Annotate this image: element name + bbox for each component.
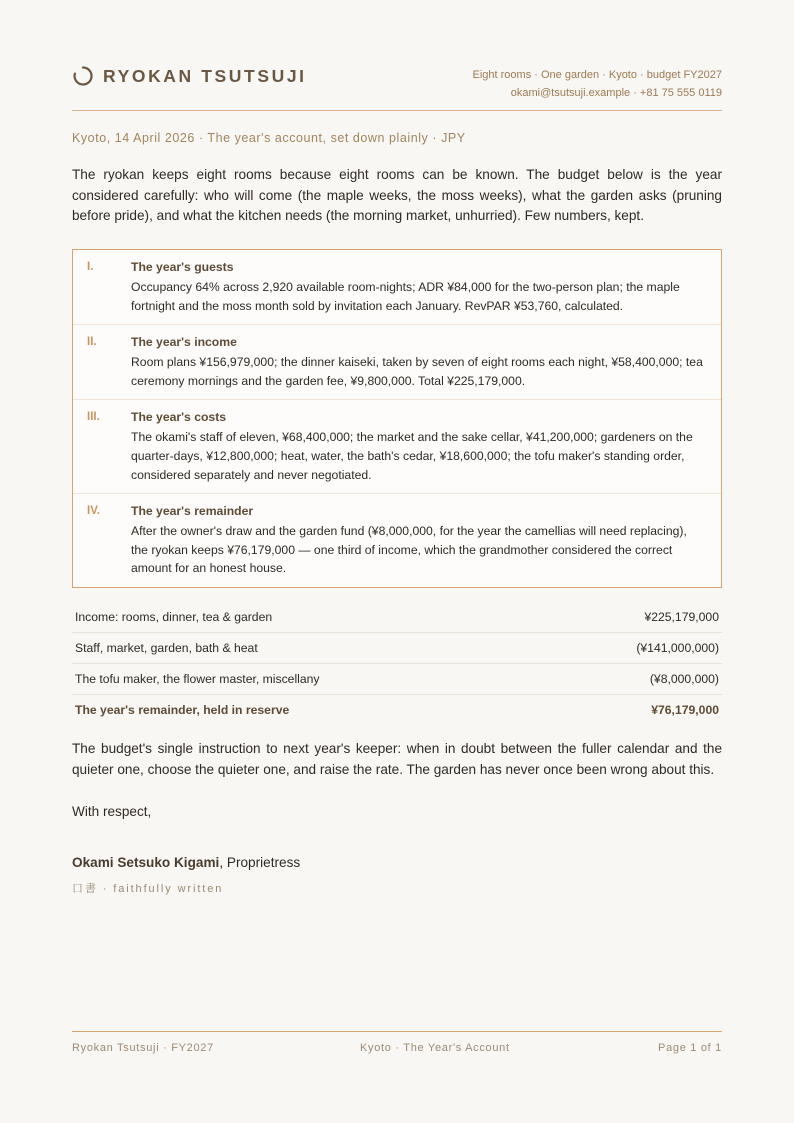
section-costs bbox=[73, 399, 721, 493]
letterhead-contact: okami@tsutsuji.example · +81 75 555 0119 bbox=[510, 87, 722, 99]
section-remainder bbox=[73, 493, 721, 587]
ledger-amount: (¥141,000,000) bbox=[552, 633, 722, 664]
brand bbox=[72, 65, 307, 87]
section-body: After the owner's draw and the garden fund (¥8,000,000, for the year the camellias will need replacing), the ryokan keeps ¥76,179,000 — one third of income, which the grandmother considered the correct amount for an honest house. bbox=[131, 524, 687, 576]
letterhead bbox=[72, 62, 722, 98]
signatory-name: Okami Setsuko Kigami bbox=[72, 855, 220, 870]
document-page bbox=[72, 0, 722, 1123]
brand-name: RYOKAN TSUTSUJI bbox=[103, 65, 307, 86]
budget-sections bbox=[72, 249, 722, 588]
seal-note: 口書 · faithfully written bbox=[72, 883, 224, 895]
section-body: Occupancy 64% across 2,920 available room-nights; ADR ¥84,000 for the two-person plan; the maple fortnight and the moss month sold by invitation each January. RevPAR ¥53,760, calculated. bbox=[131, 280, 680, 313]
page-number: Page 1 of 1 bbox=[658, 1042, 722, 1054]
section-number: IV. bbox=[87, 505, 101, 518]
footer-divider bbox=[72, 1031, 722, 1032]
section-title: The year's remainder bbox=[131, 504, 254, 519]
section-number: I. bbox=[87, 261, 94, 273]
dateline: Kyoto, 14 April 2026 · The year's account, set down plainly · JPY bbox=[72, 131, 466, 145]
section-title: The year's costs bbox=[131, 410, 227, 425]
signatory-role: , Proprietress bbox=[219, 855, 301, 870]
section-title: The year's guests bbox=[131, 260, 234, 274]
ledger-amount: ¥225,179,000 bbox=[552, 602, 722, 633]
intro-paragraph: The ryokan keeps eight rooms because eight rooms can be known. The budget below is the year considered carefully: who will come (the maple weeks, the moss weeks), what the garden asks (pruning before pride), and what the kitchen needs (the morning market, unhurried). Few numbers, kept. bbox=[72, 167, 722, 224]
table-row bbox=[72, 664, 722, 695]
table-row bbox=[72, 633, 722, 664]
ledger-label: The year's remainder, held in reserve bbox=[75, 703, 290, 717]
ledger-total-row bbox=[72, 695, 722, 726]
section-title: The year's income bbox=[131, 335, 237, 350]
letterhead-meta bbox=[473, 66, 722, 102]
ledger-label: Income: rooms, dinner, tea & garden bbox=[72, 602, 552, 633]
section-guests bbox=[73, 250, 721, 324]
section-body: Room plans ¥156,979,000; the dinner kaiseki, taken by seven of eight rooms each night, ¥58,400,000; tea ceremony mornings and the garden fee, ¥9,800,000. Total ¥225,179,000. bbox=[131, 355, 703, 388]
table-row bbox=[72, 602, 722, 633]
ledger-amount: (¥8,000,000) bbox=[552, 664, 722, 695]
section-body: The okami's staff of eleven, ¥68,400,000; the market and the sake cellar, ¥41,200,000; gardeners on the quarter-days, ¥12,800,000; heat, water, the bath's cedar, ¥18,600,000; the tofu maker's standing order, considered separately and never negotiated. bbox=[131, 430, 693, 482]
ledger-table bbox=[72, 602, 722, 725]
ledger-amount: ¥76,179,000 bbox=[651, 703, 719, 717]
letterhead-tagline: Eight rooms · One garden · Kyoto · budget FY2027 bbox=[472, 69, 722, 81]
footer-left: Ryokan Tsutsuji · FY2027 bbox=[72, 1042, 214, 1054]
closing-paragraph: The budget's single instruction to next year's keeper: when in doubt between the fuller calendar and the quieter one, choose the quieter one, and raise the rate. The garden has never once been wrong about this. bbox=[72, 741, 722, 777]
footer-center: Kyoto · The Year's Account bbox=[360, 1042, 510, 1054]
ledger-label: Staff, market, garden, bath & heat bbox=[72, 633, 552, 664]
brand-logo-icon bbox=[72, 65, 94, 87]
section-income bbox=[73, 324, 721, 399]
signature bbox=[72, 855, 300, 870]
header-divider bbox=[72, 110, 722, 111]
section-number: II. bbox=[87, 336, 97, 349]
salutation: With respect, bbox=[72, 804, 152, 819]
ledger-label: The tofu maker, the flower master, miscellany bbox=[72, 664, 552, 695]
section-number: III. bbox=[87, 411, 100, 424]
